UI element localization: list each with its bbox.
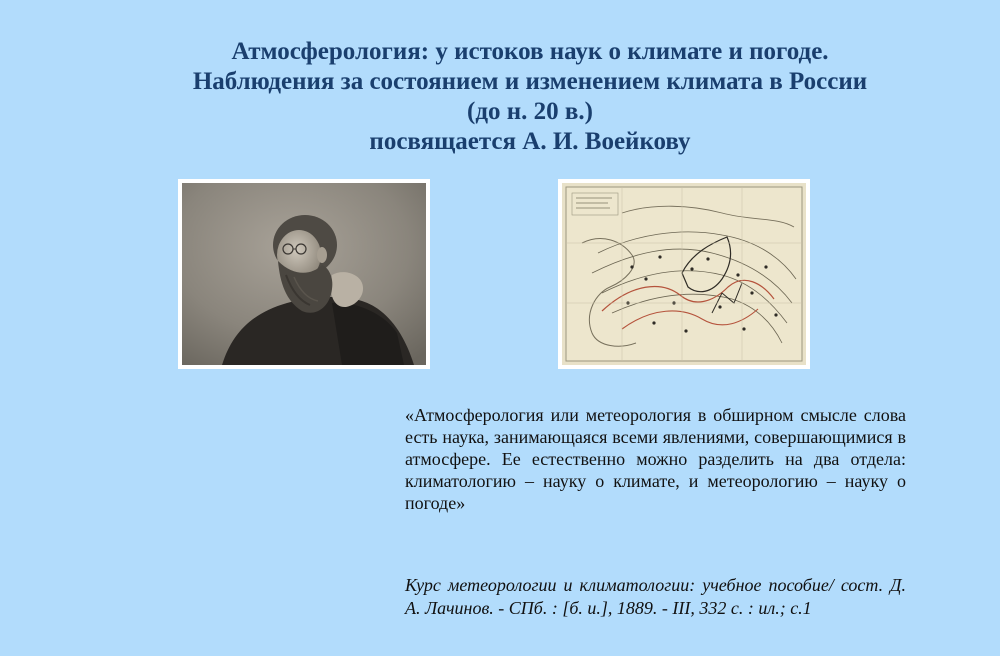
title-line-1: Атмосферология: у истоков наук о климате и погоде. [231, 38, 829, 65]
title-line-3: (до н. 20 в.) [467, 98, 593, 125]
page-title [0, 37, 1000, 157]
climate-map-image [562, 183, 806, 365]
quote-text: «Атмосферология или метеорология в обширном смысле слова есть наука, занимающаяся всеми явлениями, совершающимися в атмосфере. Ее естественно можно разделить на два отдела: климатологию – науку о климате, и метеорологию – науку о погоде» [405, 405, 906, 513]
portrait-photo [178, 179, 430, 369]
climate-map [558, 179, 810, 369]
portrait-image [182, 183, 426, 365]
title-line-2: Наблюдения за состоянием и изменением климата в России [192, 68, 868, 95]
citation-text: Курс метеорологии и климатологии: учебное пособие/ сост. Д. А. Лачинов. - СПб. : [б. и.], 1889. - III, 332 с. : ил.; с.1 [405, 575, 906, 618]
title-line-4: посвящается А. И. Воейкову [369, 128, 691, 155]
